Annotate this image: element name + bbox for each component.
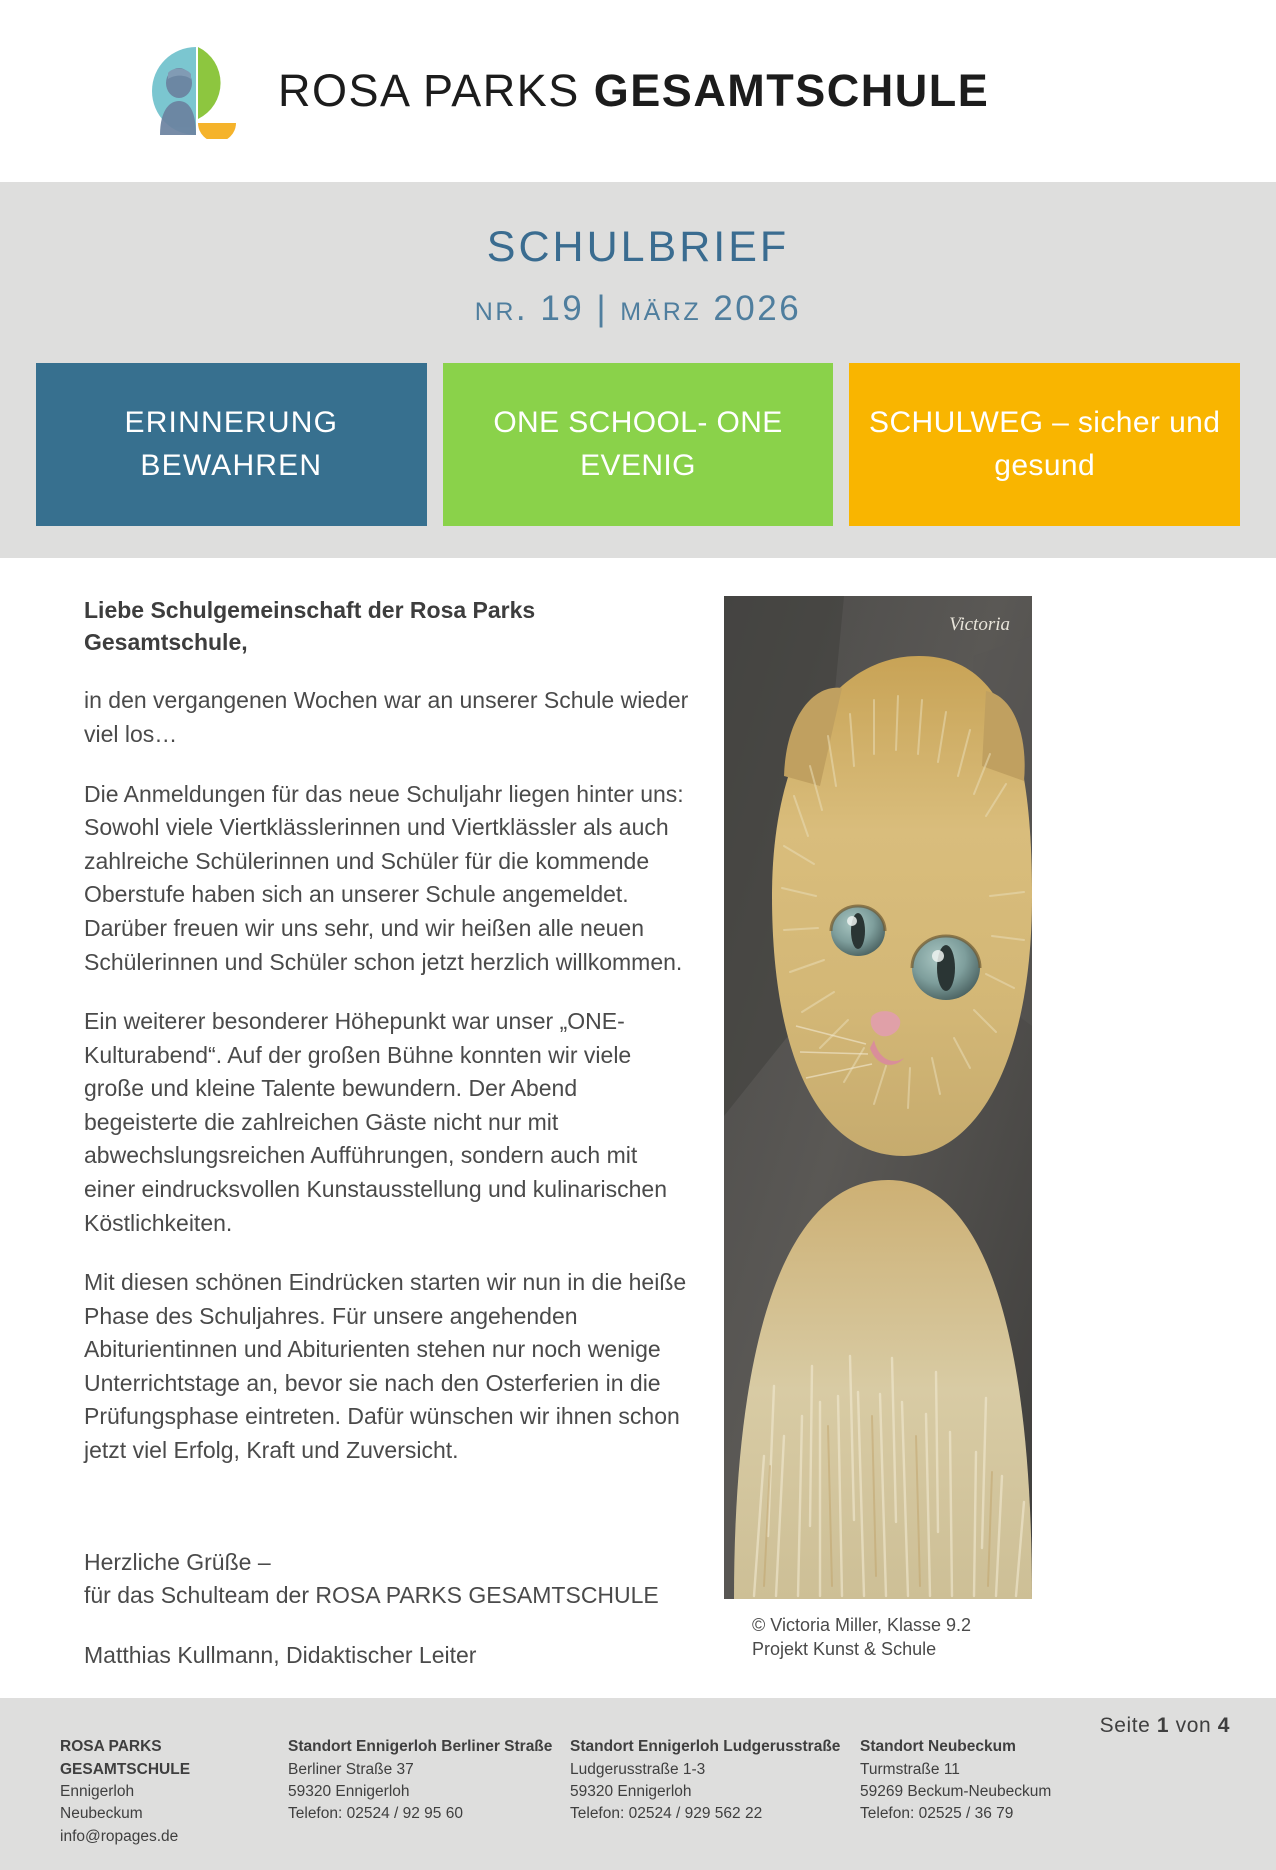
footer-column-neubeckum: [860, 1736, 1120, 1825]
footer-line: Neubeckum: [60, 1805, 143, 1823]
letter-closing-line1: Herzliche Grüße –: [84, 1548, 271, 1575]
footer-heading: ROSA PARKS: [60, 1738, 162, 1756]
letter-paragraph-3: Ein weiterer besonderer Höhepunkt war unser „ONE-Kulturabend“. Auf der großen Bühne konnten wir viele große und kleine Talente bewundern. Der Abend begeisterte die zahlreichen Gäste nicht nur mit abwechslungsreichen Aufführungen, sondern auch mit einer eindrucksvollen Kunstausstellung und kulinarischen Köstlichkeiten.: [84, 1008, 668, 1236]
footer-heading-2: GESAMTSCHULE: [60, 1760, 191, 1778]
issue-line: nr. 19 | märz 2026: [474, 289, 802, 329]
banner: [0, 182, 1276, 558]
footer-line: 59269 Beckum-Neubeckum: [860, 1782, 1052, 1800]
footer-column-berliner-strasse: [288, 1736, 570, 1825]
topic-box-label: SCHULWEG – sicher und gesund: [869, 406, 1221, 482]
letter-paragraph-4: Mit diesen schönen Eindrücken starten wir nun in die heiße Phase des Schuljahres. Für unsere angehenden Abiturientinnen und Abiturienten stehen nur noch wenige Unterrichtstage an, bevor sie nach den Osterferien in die Prüfungsphase eintreten. Dafür wünschen wir ihnen schon jetzt viel Erfolg, Kraft und Zuversicht.: [84, 1269, 687, 1464]
school-name-part1: ROSA PARKS: [278, 65, 594, 116]
page-label-mid: von: [1169, 1714, 1218, 1738]
footer-line: Ennigerloh: [60, 1782, 135, 1800]
letter-signer: Matthias Kullmann, Didaktischer Leiter: [84, 1641, 477, 1668]
topic-box-erinnerung-bewahren[interactable]: [36, 363, 427, 526]
topic-box-label: ERINNERUNG BEWAHREN: [124, 406, 339, 482]
svg-text:Victoria: Victoria: [949, 614, 1010, 636]
topic-box-label: ONE SCHOOL- ONE EVENIG: [493, 406, 783, 482]
school-name: [278, 65, 989, 117]
footer-heading: Standort Neubeckum: [860, 1738, 1016, 1756]
footer-column-ludgerusstrasse: [570, 1736, 860, 1825]
page-current: 1: [1156, 1714, 1170, 1738]
letter-salutation: Liebe Schulgemeinschaft der Rosa Parks Gesamtschule,: [84, 597, 536, 656]
artwork-caption: [752, 1613, 971, 1661]
signature-spacer: [84, 1494, 690, 1546]
footer-phone: Telefon: 02525 / 36 79: [860, 1805, 1014, 1823]
letter-column: [84, 594, 724, 1698]
student-artwork-image: [724, 596, 1032, 1599]
content-area: [0, 558, 1276, 1698]
footer-columns: [60, 1736, 1234, 1848]
footer-line: 59320 Ennigerloh: [288, 1782, 410, 1800]
footer-line: Berliner Straße 37: [288, 1760, 414, 1778]
artwork-column: [724, 594, 1236, 1698]
footer-line: Ludgerusstraße 1-3: [570, 1760, 706, 1778]
artwork-project: Projekt Kunst & Schule: [752, 1639, 937, 1660]
page-label-pre: Seite: [1099, 1714, 1157, 1738]
footer: [0, 1698, 1276, 1870]
masthead: [0, 0, 1276, 182]
footer-line: 59320 Ennigerloh: [570, 1782, 692, 1800]
footer-phone: Telefon: 02524 / 929 562 22: [570, 1805, 763, 1823]
footer-heading: Standort Ennigerloh Berliner Straße: [288, 1738, 553, 1756]
footer-email[interactable]: info@ropages.de: [60, 1827, 179, 1845]
footer-line: Turmstraße 11: [860, 1760, 960, 1778]
school-logo-icon: [148, 43, 244, 139]
footer-phone: Telefon: 02524 / 92 95 60: [288, 1805, 463, 1823]
page-title: schulbrief: [486, 206, 790, 275]
artwork-credit: © Victoria Miller, Klasse 9.2: [752, 1615, 972, 1636]
page-number: [1100, 1714, 1230, 1738]
school-name-part2: GESAMTSCHULE: [593, 65, 990, 116]
letter-paragraph-1: in den vergangenen Wochen war an unserer Schule wieder viel los…: [84, 687, 689, 748]
footer-heading: Standort Ennigerloh Ludgerusstraße: [570, 1738, 841, 1756]
letter-closing: [84, 1546, 690, 1613]
topic-box-one-school-one-evenig[interactable]: [443, 363, 834, 526]
footer-column-school: [60, 1736, 288, 1848]
page-total: 4: [1217, 1714, 1230, 1738]
topic-box-schulweg[interactable]: [849, 363, 1240, 526]
letter-paragraph-2: Die Anmeldungen für das neue Schuljahr liegen hinter uns: Sowohl viele Viertklässlerinnen und Viertklässler als auch zahlreiche Schülerinnen und Schüler für die kommende Oberstufe haben sich an unserer Schule angemeldet. Darüber freuen wir uns sehr, und wir heißen alle neuen Schülerinnen und Schüler schon jetzt herzlich willkommen.: [84, 780, 684, 975]
letter-closing-line2: für das Schulteam der ROSA PARKS GESAMTSCHULE: [84, 1582, 659, 1609]
topic-box-list: [0, 329, 1276, 526]
